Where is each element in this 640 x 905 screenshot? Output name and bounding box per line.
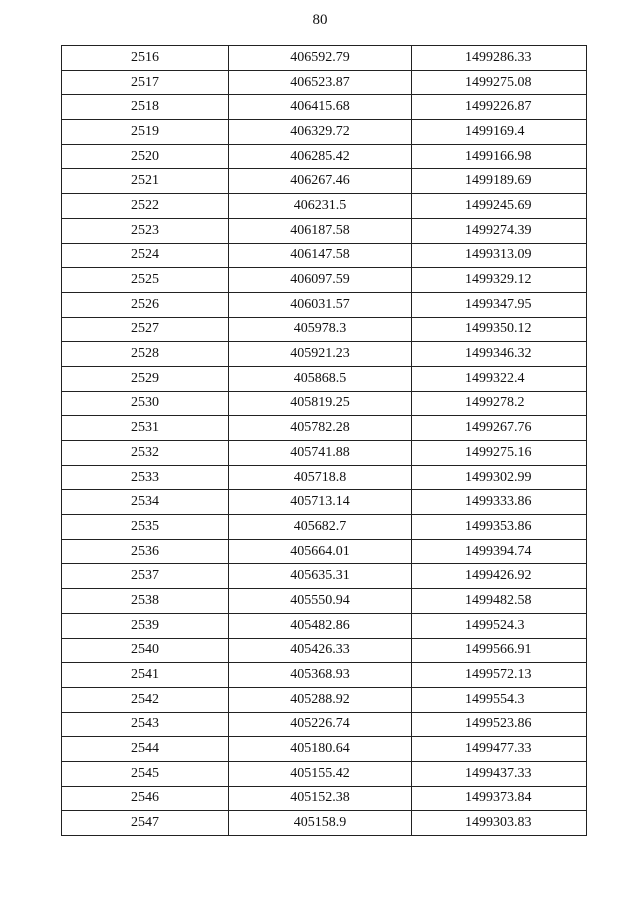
- table-row: [62, 366, 587, 391]
- x-coordinate-cell: 406231.5: [229, 194, 412, 219]
- point-number-cell: 2524: [62, 243, 229, 268]
- x-coordinate-cell: 406523.87: [229, 70, 412, 95]
- table-row: [62, 687, 587, 712]
- point-number-cell: 2527: [62, 317, 229, 342]
- y-coordinate-cell: 1499267.76: [412, 416, 587, 441]
- x-coordinate-cell: 405550.94: [229, 589, 412, 614]
- point-number-cell: 2532: [62, 441, 229, 466]
- y-coordinate-cell: 1499523.86: [412, 712, 587, 737]
- y-coordinate-cell: 1499169.4: [412, 120, 587, 145]
- table-row: [62, 515, 587, 540]
- x-coordinate-cell: 406031.57: [229, 292, 412, 317]
- x-coordinate-cell: 405152.38: [229, 786, 412, 811]
- x-coordinate-cell: 406329.72: [229, 120, 412, 145]
- table-row: [62, 120, 587, 145]
- table-row: [62, 95, 587, 120]
- table-row: [62, 465, 587, 490]
- table-row: [62, 564, 587, 589]
- y-coordinate-cell: 1499274.39: [412, 218, 587, 243]
- x-coordinate-cell: 406147.58: [229, 243, 412, 268]
- table-row: [62, 613, 587, 638]
- point-number-cell: 2526: [62, 292, 229, 317]
- point-number-cell: 2538: [62, 589, 229, 614]
- x-coordinate-cell: 405635.31: [229, 564, 412, 589]
- y-coordinate-cell: 1499226.87: [412, 95, 587, 120]
- point-number-cell: 2521: [62, 169, 229, 194]
- table-row: [62, 441, 587, 466]
- x-coordinate-cell: 405426.33: [229, 638, 412, 663]
- point-number-cell: 2546: [62, 786, 229, 811]
- table-row: [62, 46, 587, 71]
- table-row: [62, 589, 587, 614]
- y-coordinate-cell: 1499166.98: [412, 144, 587, 169]
- point-number-cell: 2528: [62, 342, 229, 367]
- x-coordinate-cell: 406267.46: [229, 169, 412, 194]
- point-number-cell: 2520: [62, 144, 229, 169]
- y-coordinate-cell: 1499189.69: [412, 169, 587, 194]
- point-number-cell: 2523: [62, 218, 229, 243]
- table-row: [62, 342, 587, 367]
- point-number-cell: 2518: [62, 95, 229, 120]
- table-row: [62, 712, 587, 737]
- point-number-cell: 2540: [62, 638, 229, 663]
- table-row: [62, 144, 587, 169]
- y-coordinate-cell: 1499566.91: [412, 638, 587, 663]
- point-number-cell: 2522: [62, 194, 229, 219]
- x-coordinate-cell: 405713.14: [229, 490, 412, 515]
- point-number-cell: 2542: [62, 687, 229, 712]
- point-number-cell: 2530: [62, 391, 229, 416]
- y-coordinate-cell: 1499572.13: [412, 663, 587, 688]
- table-row: [62, 761, 587, 786]
- y-coordinate-cell: 1499524.3: [412, 613, 587, 638]
- x-coordinate-cell: 406592.79: [229, 46, 412, 71]
- x-coordinate-cell: 405782.28: [229, 416, 412, 441]
- x-coordinate-cell: 405921.23: [229, 342, 412, 367]
- y-coordinate-cell: 1499329.12: [412, 268, 587, 293]
- point-number-cell: 2529: [62, 366, 229, 391]
- coordinates-table: [61, 45, 587, 836]
- point-number-cell: 2534: [62, 490, 229, 515]
- x-coordinate-cell: 406415.68: [229, 95, 412, 120]
- point-number-cell: 2545: [62, 761, 229, 786]
- y-coordinate-cell: 1499322.4: [412, 366, 587, 391]
- point-number-cell: 2535: [62, 515, 229, 540]
- x-coordinate-cell: 405368.93: [229, 663, 412, 688]
- table-row: [62, 243, 587, 268]
- table-row: [62, 317, 587, 342]
- point-number-cell: 2541: [62, 663, 229, 688]
- point-number-cell: 2544: [62, 737, 229, 762]
- y-coordinate-cell: 1499482.58: [412, 589, 587, 614]
- y-coordinate-cell: 1499275.16: [412, 441, 587, 466]
- x-coordinate-cell: 405226.74: [229, 712, 412, 737]
- y-coordinate-cell: 1499394.74: [412, 539, 587, 564]
- x-coordinate-cell: 405158.9: [229, 811, 412, 836]
- y-coordinate-cell: 1499373.84: [412, 786, 587, 811]
- table-row: [62, 391, 587, 416]
- y-coordinate-cell: 1499275.08: [412, 70, 587, 95]
- point-number-cell: 2531: [62, 416, 229, 441]
- y-coordinate-cell: 1499353.86: [412, 515, 587, 540]
- table-row: [62, 416, 587, 441]
- x-coordinate-cell: 405718.8: [229, 465, 412, 490]
- y-coordinate-cell: 1499302.99: [412, 465, 587, 490]
- table-row: [62, 638, 587, 663]
- y-coordinate-cell: 1499346.32: [412, 342, 587, 367]
- y-coordinate-cell: 1499477.33: [412, 737, 587, 762]
- table-row: [62, 194, 587, 219]
- table-row: [62, 811, 587, 836]
- table-row: [62, 539, 587, 564]
- table-row: [62, 663, 587, 688]
- x-coordinate-cell: 405682.7: [229, 515, 412, 540]
- x-coordinate-cell: 405978.3: [229, 317, 412, 342]
- x-coordinate-cell: 406285.42: [229, 144, 412, 169]
- point-number-cell: 2543: [62, 712, 229, 737]
- coordinates-table-body: [62, 46, 587, 836]
- y-coordinate-cell: 1499437.33: [412, 761, 587, 786]
- table-row: [62, 292, 587, 317]
- table-row: [62, 70, 587, 95]
- x-coordinate-cell: 405741.88: [229, 441, 412, 466]
- y-coordinate-cell: 1499278.2: [412, 391, 587, 416]
- point-number-cell: 2516: [62, 46, 229, 71]
- y-coordinate-cell: 1499350.12: [412, 317, 587, 342]
- x-coordinate-cell: 405288.92: [229, 687, 412, 712]
- point-number-cell: 2537: [62, 564, 229, 589]
- x-coordinate-cell: 405868.5: [229, 366, 412, 391]
- x-coordinate-cell: 405482.86: [229, 613, 412, 638]
- table-row: [62, 490, 587, 515]
- y-coordinate-cell: 1499333.86: [412, 490, 587, 515]
- y-coordinate-cell: 1499426.92: [412, 564, 587, 589]
- page-number: 80: [312, 12, 328, 28]
- table-row: [62, 169, 587, 194]
- point-number-cell: 2536: [62, 539, 229, 564]
- y-coordinate-cell: 1499313.09: [412, 243, 587, 268]
- point-number-cell: 2539: [62, 613, 229, 638]
- x-coordinate-cell: 405180.64: [229, 737, 412, 762]
- x-coordinate-cell: 406187.58: [229, 218, 412, 243]
- y-coordinate-cell: 1499347.95: [412, 292, 587, 317]
- table-row: [62, 786, 587, 811]
- table-row: [62, 218, 587, 243]
- y-coordinate-cell: 1499303.83: [412, 811, 587, 836]
- point-number-cell: 2517: [62, 70, 229, 95]
- table-row: [62, 268, 587, 293]
- point-number-cell: 2519: [62, 120, 229, 145]
- x-coordinate-cell: 405155.42: [229, 761, 412, 786]
- y-coordinate-cell: 1499286.33: [412, 46, 587, 71]
- x-coordinate-cell: 406097.59: [229, 268, 412, 293]
- x-coordinate-cell: 405819.25: [229, 391, 412, 416]
- point-number-cell: 2547: [62, 811, 229, 836]
- y-coordinate-cell: 1499554.3: [412, 687, 587, 712]
- y-coordinate-cell: 1499245.69: [412, 194, 587, 219]
- point-number-cell: 2525: [62, 268, 229, 293]
- point-number-cell: 2533: [62, 465, 229, 490]
- table-row: [62, 737, 587, 762]
- x-coordinate-cell: 405664.01: [229, 539, 412, 564]
